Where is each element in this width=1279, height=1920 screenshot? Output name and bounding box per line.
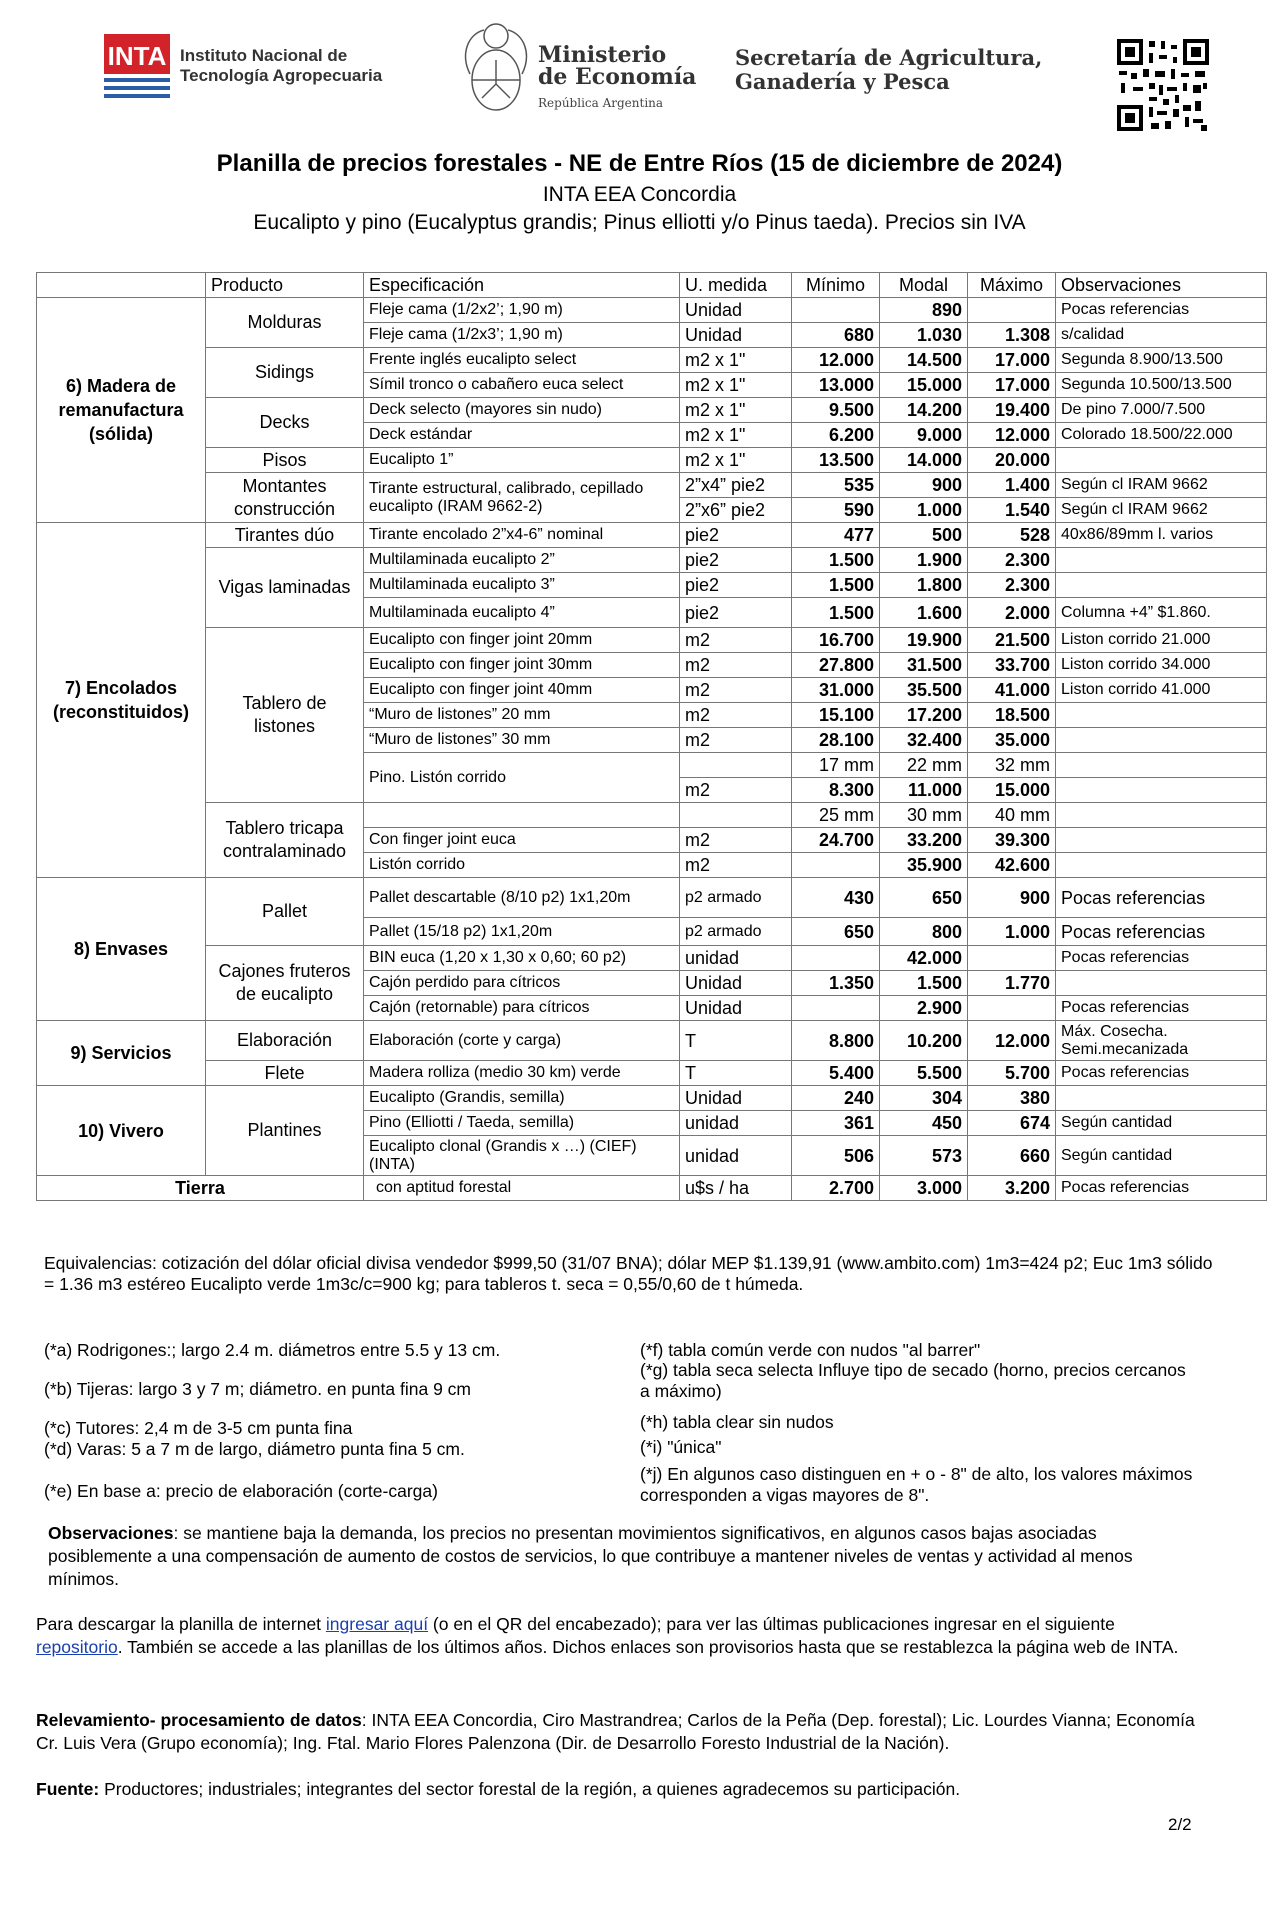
unit-cell: m2 x 1" [680,348,792,373]
modal-cell: 2.900 [880,996,968,1021]
obs-cell [1056,971,1267,996]
table-header: Especificación [364,273,680,298]
min-cell: 1.500 [792,548,880,573]
obs-cell: Pocas referencias [1056,1061,1267,1086]
spec-cell: BIN euca (1,20 x 1,30 x 0,60; 60 p2) [364,946,680,971]
min-cell: 6.200 [792,423,880,448]
table-row [37,523,1267,548]
unit-cell: m2 [680,653,792,678]
unit-cell: m2 x 1" [680,373,792,398]
spec-cell: Eucalipto con finger joint 30mm [364,653,680,678]
table-header-row [37,273,1267,298]
unit-cell: p2 armado [680,918,792,946]
unit-cell [680,753,792,778]
max-cell: 380 [968,1086,1056,1111]
max-cell: 1.540 [968,498,1056,523]
obs-cell: Según cantidad [1056,1111,1267,1136]
download-note [36,1613,1206,1659]
footnote: (*j) En algunos caso distinguen en + o - 8" de alto, los valores máximos corresponden a vigas mayores de 8". [640,1464,1193,1505]
spec-cell: Pino (Elliotti / Taeda, semilla) [364,1111,680,1136]
modal-cell: 304 [880,1086,968,1111]
max-cell: 3.200 [968,1176,1056,1201]
category-cell: 10) Vivero [37,1086,206,1176]
category-cell: 9) Servicios [37,1021,206,1086]
spec-cell: Pallet descartable (8/10 p2) 1x1,20m [364,878,680,918]
obs-cell [1056,548,1267,573]
product-cell: Elaboración [206,1021,364,1061]
unit-cell: 2”x6” pie2 [680,498,792,523]
unit-cell: m2 x 1" [680,448,792,473]
product-cell: Plantines [206,1086,364,1176]
spec-cell: “Muro de listones” 20 mm [364,703,680,728]
max-cell: 2.300 [968,548,1056,573]
unit-cell: m2 [680,628,792,653]
unit-cell: Unidad [680,996,792,1021]
modal-cell: 42.000 [880,946,968,971]
product-cell: Tirantes dúo [206,523,364,548]
max-cell: 17.000 [968,373,1056,398]
table-row [37,1021,1267,1061]
table-row [37,473,1267,498]
obs-cell: 40x86/89mm l. varios [1056,523,1267,548]
obs-cell: Pocas referencias [1056,298,1267,323]
min-cell: 13.000 [792,373,880,398]
ministry-country: República Argentina [538,96,664,110]
unit-cell: m2 [680,778,792,803]
product-cell: Montantes construcción [206,473,364,523]
min-cell: 13.500 [792,448,880,473]
page-subtitle-species: Eucalipto y pino (Eucalyptus grandis; Pinus elliotti y/o Pinus taeda). Precios sin IVA [253,211,1026,234]
max-cell: 35.000 [968,728,1056,753]
spec-cell: Eucalipto (Grandis, semilla) [364,1086,680,1111]
table-row [37,803,1267,828]
modal-cell: 1.000 [880,498,968,523]
table-row [37,348,1267,373]
spec-cell [364,803,680,828]
product-cell: Vigas laminadas [206,548,364,628]
credits [36,1709,1206,1755]
source [36,1778,1206,1801]
unit-cell: Unidad [680,1086,792,1111]
min-cell: 17 mm [792,753,880,778]
table-header: Producto [206,273,364,298]
repository-link[interactable]: repositorio [36,1637,118,1657]
max-cell: 15.000 [968,778,1056,803]
modal-cell: 35.900 [880,853,968,878]
modal-cell: 32.400 [880,728,968,753]
min-cell: 1.500 [792,598,880,628]
argentina-seal-icon [460,14,532,122]
obs-cell: Liston corrido 41.000 [1056,678,1267,703]
source-label: Fuente: [36,1779,100,1799]
min-cell: 28.100 [792,728,880,753]
max-cell: 5.700 [968,1061,1056,1086]
unit-cell: p2 armado [680,878,792,918]
obs-cell: Pocas referencias [1056,918,1267,946]
modal-cell: 14.200 [880,398,968,423]
unit-cell: unidad [680,1111,792,1136]
footnote: (*i) "única" [640,1437,722,1457]
unit-cell: unidad [680,946,792,971]
unit-cell: m2 [680,828,792,853]
modal-cell: 1.600 [880,598,968,628]
max-cell: 12.000 [968,1021,1056,1061]
inta-logo [104,34,170,98]
min-cell: 15.100 [792,703,880,728]
max-cell: 2.300 [968,573,1056,598]
min-cell: 25 mm [792,803,880,828]
max-cell: 42.600 [968,853,1056,878]
min-cell: 535 [792,473,880,498]
spec-cell: Eucalipto clonal (Grandis x …) (CIEF) (INTA) [364,1136,680,1176]
category-cell: 7) Encolados (reconstituidos) [37,523,206,878]
max-cell: 17.000 [968,348,1056,373]
table-header-empty [37,273,206,298]
price-table [36,272,1267,1201]
modal-cell: 14.500 [880,348,968,373]
modal-cell: 22 mm [880,753,968,778]
modal-cell: 450 [880,1111,968,1136]
spec-cell: Tirante encolado 2”x4-6” nominal [364,523,680,548]
modal-cell: 800 [880,918,968,946]
observations-label: Observaciones [48,1523,174,1543]
modal-cell: 17.200 [880,703,968,728]
footnote: (*d) Varas: 5 a 7 m de largo, diámetro punta fina 5 cm. [44,1439,465,1459]
modal-cell: 3.000 [880,1176,968,1201]
unit-cell: pie2 [680,548,792,573]
table-header: Observaciones [1056,273,1267,298]
product-cell: Flete [206,1061,364,1086]
secretariat-name: Secretaría de Agricultura, Ganadería y Pesca [735,45,1043,94]
spec-cell: Pallet (15/18 p2) 1x1,20m [364,918,680,946]
footnote: (*f) tabla común verde con nudos "al barrer" [640,1340,981,1360]
footnote: (*c) Tutores: 2,4 m de 3-5 cm punta fina [44,1418,353,1438]
table-row [37,548,1267,573]
max-cell: 528 [968,523,1056,548]
unit-cell: Unidad [680,971,792,996]
max-cell: 1.400 [968,473,1056,498]
min-cell: 8.800 [792,1021,880,1061]
spec-cell: “Muro de listones” 30 mm [364,728,680,753]
unit-cell: pie2 [680,573,792,598]
obs-cell: Según cl IRAM 9662 [1056,473,1267,498]
footnote: (*g) tabla seca selecta Influye tipo de secado (horno, precios cercanos a máximo) [640,1360,1186,1401]
spec-cell: Multilaminada eucalipto 4” [364,598,680,628]
credits-label: Relevamiento- procesamiento de datos [36,1710,362,1730]
modal-cell: 35.500 [880,678,968,703]
download-text: (o en el QR del encabezado); para ver las últimas publicaciones ingresar en el siguiente [428,1614,1115,1634]
obs-cell: s/calidad [1056,323,1267,348]
obs-cell: Segunda 10.500/13.500 [1056,373,1267,398]
obs-cell [1056,753,1267,778]
max-cell: 660 [968,1136,1056,1176]
max-cell: 21.500 [968,628,1056,653]
min-cell: 2.700 [792,1176,880,1201]
unit-cell: Unidad [680,323,792,348]
max-cell [968,946,1056,971]
modal-cell: 1.030 [880,323,968,348]
spec-cell: Cajón perdido para cítricos [364,971,680,996]
unit-cell [680,803,792,828]
obs-cell: Máx. Cosecha. Semi.mecanizada [1056,1021,1267,1061]
spec-cell: Fleje cama (1/2x2’; 1,90 m) [364,298,680,323]
table-row [37,878,1267,918]
modal-cell: 1.500 [880,971,968,996]
category-cell: 6) Madera de remanufactura (sólida) [37,298,206,523]
modal-cell: 890 [880,298,968,323]
spec-cell: Con finger joint euca [364,828,680,853]
max-cell: 1.770 [968,971,1056,996]
table-header: Mínimo [792,273,880,298]
spec-cell: Eucalipto con finger joint 20mm [364,628,680,653]
footnote: (*e) En base a: precio de elaboración (corte-carga) [44,1481,438,1501]
min-cell: 16.700 [792,628,880,653]
download-link[interactable]: ingresar aquí [325,1614,429,1634]
page-title: Planilla de precios forestales - NE de Entre Ríos (15 de diciembre de 2024) [216,150,1063,177]
max-cell: 12.000 [968,423,1056,448]
download-text: . También se accede a las planillas de los últimos años. Dichos enlaces son provisorios hasta que se restablezca la página web de INTA. [117,1637,1179,1657]
obs-cell: De pino 7.000/7.500 [1056,398,1267,423]
product-cell: Molduras [206,298,364,348]
min-cell: 8.300 [792,778,880,803]
product-cell: Pisos [206,448,364,473]
observations-text: : se mantiene baja la demanda, los precios no presentan movimientos significativos, en algunos casos bajas asociadas posiblemente a una compensación de aumento de costos de servicios, lo que contribuye a mantener niveles de ventas y actividad al menos mínimos. [48,1523,1133,1589]
product-cell: Sidings [206,348,364,398]
spec-cell: con aptitud forestal [364,1176,680,1201]
unit-cell: m2 x 1" [680,423,792,448]
spec-cell: Deck selecto (mayores sin nudo) [364,398,680,423]
max-cell: 18.500 [968,703,1056,728]
max-cell: 40 mm [968,803,1056,828]
obs-cell [1056,803,1267,828]
max-cell: 674 [968,1111,1056,1136]
min-cell: 361 [792,1111,880,1136]
unit-cell: pie2 [680,523,792,548]
unit-cell: m2 [680,678,792,703]
max-cell: 33.700 [968,653,1056,678]
spec-cell: Eucalipto 1” [364,448,680,473]
min-cell: 506 [792,1136,880,1176]
spec-cell: Deck estándar [364,423,680,448]
max-cell: 32 mm [968,753,1056,778]
min-cell: 5.400 [792,1061,880,1086]
spec-cell: Multilaminada eucalipto 3” [364,573,680,598]
modal-cell: 1.900 [880,548,968,573]
max-cell: 1.000 [968,918,1056,946]
spec-cell: Tirante estructural, calibrado, cepillado eucalipto (IRAM 9662-2) [364,473,680,523]
min-cell [792,946,880,971]
qr-code-icon[interactable] [1115,37,1211,133]
max-cell: 20.000 [968,448,1056,473]
unit-cell: m2 [680,853,792,878]
obs-cell: Liston corrido 21.000 [1056,628,1267,653]
max-cell: 19.400 [968,398,1056,423]
max-cell: 2.000 [968,598,1056,628]
credits-text: : INTA EEA Concordia, Ciro Mastrandrea; Carlos de la Peña (Dep. forestal); Lic. Lourdes Vianna; Economía Cr. Luis Vera (Grupo economía); Ing. Ftal. Mario Flores Palenzona (Dir. de Desarrollo Foresto Industrial de la Nación). [36,1710,1195,1753]
unit-cell: 2”x4” pie2 [680,473,792,498]
spec-cell: Multilaminada eucalipto 2” [364,548,680,573]
equivalences-note: Equivalencias: cotización del dólar oficial divisa vendedor $999,50 (31/07 BNA); dólar MEP $1.139,91 (www.ambito.com) 1m3=424 p2; Euc 1m3 sólido = 1.36 m3 estéreo Eucalipto verde 1m3c/c=900 kg; para tableros t. seca = 0,55/0,60 de t húmeda. [44,1253,1213,1294]
min-cell: 590 [792,498,880,523]
obs-cell [1056,853,1267,878]
product-cell: Decks [206,398,364,448]
modal-cell: 15.000 [880,373,968,398]
table-header: Máximo [968,273,1056,298]
modal-cell: 500 [880,523,968,548]
modal-cell: 31.500 [880,653,968,678]
modal-cell: 30 mm [880,803,968,828]
max-cell: 41.000 [968,678,1056,703]
table-row [37,448,1267,473]
modal-cell: 11.000 [880,778,968,803]
obs-cell: Liston corrido 34.000 [1056,653,1267,678]
footnote: (*b) Tijeras: largo 3 y 7 m; diámetro. en punta fina 9 cm [44,1379,471,1399]
footnote: (*h) tabla clear sin nudos [640,1412,834,1432]
obs-cell: Pocas referencias [1056,1176,1267,1201]
min-cell: 650 [792,918,880,946]
unit-cell: m2 x 1" [680,398,792,423]
page-number: 2/2 [1168,1815,1192,1834]
min-cell: 680 [792,323,880,348]
unit-cell: pie2 [680,598,792,628]
obs-cell: Pocas referencias [1056,878,1267,918]
spec-cell: Madera rolliza (medio 30 km) verde [364,1061,680,1086]
modal-cell: 650 [880,878,968,918]
footnotes-right [640,1340,1200,1506]
modal-cell: 19.900 [880,628,968,653]
unit-cell: m2 [680,728,792,753]
max-cell: 900 [968,878,1056,918]
footnotes-left [44,1340,624,1505]
obs-cell: Según cl IRAM 9662 [1056,498,1267,523]
spec-cell: Elaboración (corte y carga) [364,1021,680,1061]
min-cell: 430 [792,878,880,918]
unit-cell: Unidad [680,298,792,323]
table-row [37,946,1267,971]
min-cell: 240 [792,1086,880,1111]
min-cell [792,853,880,878]
unit-cell: u$s / ha [680,1176,792,1201]
category-cell: Tierra [37,1176,364,1201]
obs-cell: Según cantidad [1056,1136,1267,1176]
product-cell: Tablero de listones [206,628,364,803]
table-row [37,298,1267,323]
obs-cell [1056,703,1267,728]
spec-cell: Eucalipto con finger joint 40mm [364,678,680,703]
spec-cell: Frente inglés eucalipto select [364,348,680,373]
table-row [37,398,1267,423]
max-cell: 1.308 [968,323,1056,348]
max-cell [968,298,1056,323]
table-header: Modal [880,273,968,298]
unit-cell: m2 [680,703,792,728]
product-cell: Tablero tricapa contralaminado [206,803,364,878]
inta-name: Instituto Nacional de Tecnología Agropecuaria [180,46,383,85]
obs-cell: Pocas referencias [1056,946,1267,971]
modal-cell: 14.000 [880,448,968,473]
spec-cell: Fleje cama (1/2x3’; 1,90 m) [364,323,680,348]
unit-cell: T [680,1021,792,1061]
min-cell: 24.700 [792,828,880,853]
source-text: Productores; industriales; integrantes del sector forestal de la región, a quienes agradecemos su participación. [99,1779,961,1799]
min-cell [792,996,880,1021]
min-cell: 12.000 [792,348,880,373]
modal-cell: 33.200 [880,828,968,853]
table-row [37,1061,1267,1086]
ministry-name: Ministerio de Economía [538,42,697,90]
spec-cell: Pino. Listón corrido [364,753,680,803]
table-header: U. medida [680,273,792,298]
observations [48,1522,1198,1591]
page-subtitle-station: INTA EEA Concordia [542,183,737,206]
category-cell: 8) Envases [37,878,206,1021]
obs-cell [1056,828,1267,853]
min-cell: 9.500 [792,398,880,423]
modal-cell: 573 [880,1136,968,1176]
min-cell: 1.350 [792,971,880,996]
footnote: (*a) Rodrigones:; largo 2.4 m. diámetros entre 5.5 y 13 cm. [44,1340,501,1360]
modal-cell: 1.800 [880,573,968,598]
svg-text:INTA: INTA [107,41,167,71]
max-cell [968,996,1056,1021]
obs-cell: Columna +4” $1.860. [1056,598,1267,628]
table-row [37,1086,1267,1111]
unit-cell: T [680,1061,792,1086]
unit-cell: unidad [680,1136,792,1176]
min-cell: 477 [792,523,880,548]
modal-cell: 10.200 [880,1021,968,1061]
spec-cell: Cajón (retornable) para cítricos [364,996,680,1021]
obs-cell: Segunda 8.900/13.500 [1056,348,1267,373]
obs-cell [1056,728,1267,753]
download-text: Para descargar la planilla de internet [36,1614,326,1634]
spec-cell: Listón corrido [364,853,680,878]
modal-cell: 900 [880,473,968,498]
obs-cell [1056,1086,1267,1111]
table-row [37,628,1267,653]
obs-cell [1056,448,1267,473]
obs-cell [1056,778,1267,803]
min-cell [792,298,880,323]
spec-cell: Símil tronco o cabañero euca select [364,373,680,398]
obs-cell: Pocas referencias [1056,996,1267,1021]
product-cell: Pallet [206,878,364,946]
product-cell: Cajones fruteros de eucalipto [206,946,364,1021]
max-cell: 39.300 [968,828,1056,853]
table-row [37,1176,1267,1201]
obs-cell: Colorado 18.500/22.000 [1056,423,1267,448]
modal-cell: 5.500 [880,1061,968,1086]
obs-cell [1056,573,1267,598]
modal-cell: 9.000 [880,423,968,448]
min-cell: 1.500 [792,573,880,598]
min-cell: 31.000 [792,678,880,703]
min-cell: 27.800 [792,653,880,678]
